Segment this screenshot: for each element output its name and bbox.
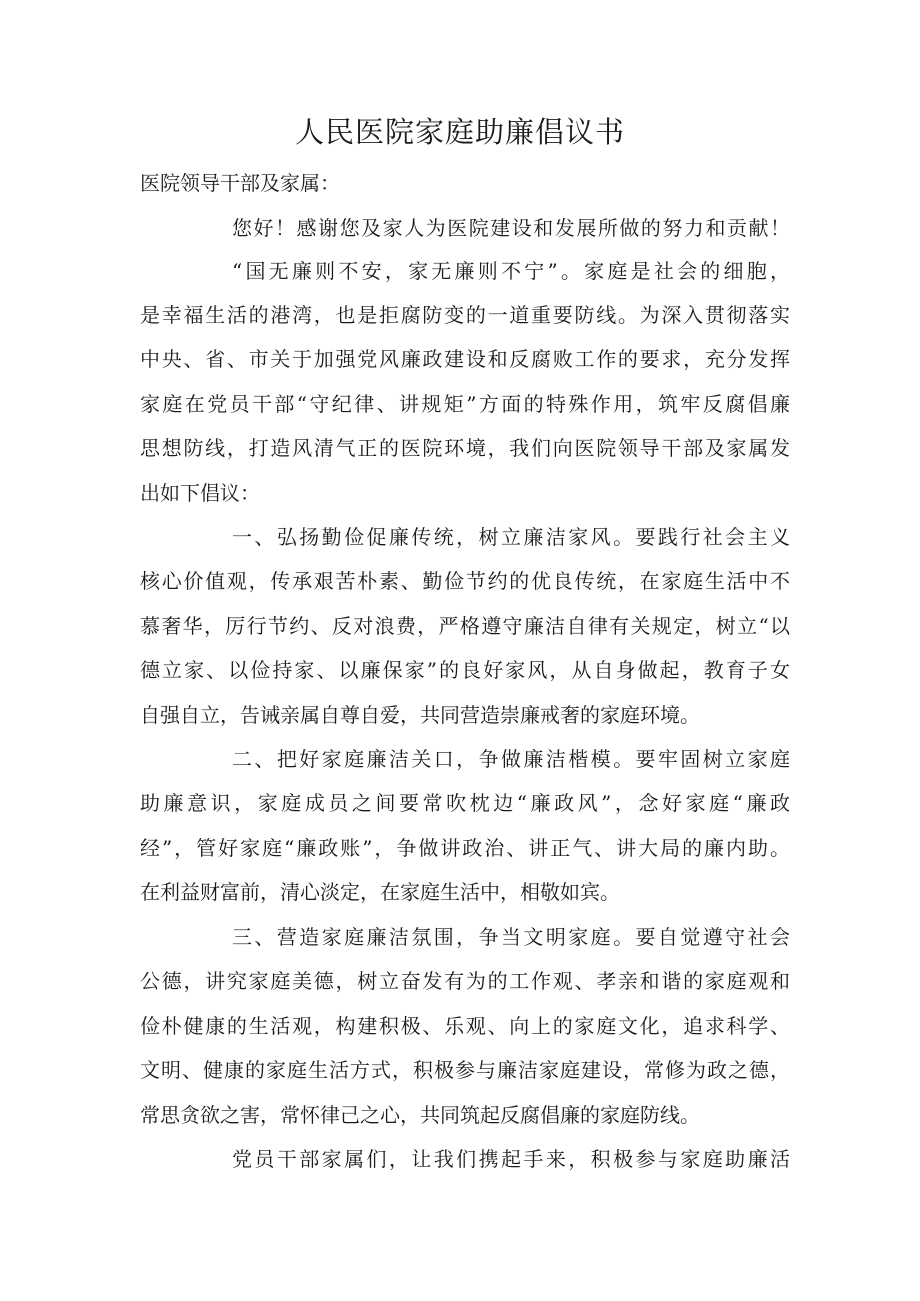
text-line: 在利益财富前，清心淡定，在家庭生活中，相敬如宾。 <box>140 880 620 904</box>
text-line: 二、把好家庭廉洁关口，争做廉洁楷模。要牢固树立家庭 <box>232 747 790 771</box>
text-line: 中央、省、市关于加强党风廉政建设和反腐败工作的要求，充分发挥 <box>140 347 790 371</box>
document-title: 人民医院家庭助廉倡议书 <box>294 115 625 149</box>
text-line: 德立家、以俭持家、以廉保家”的良好家风，从自身做起，教育子女 <box>140 658 790 682</box>
text-line: 出如下倡议： <box>140 481 260 505</box>
text-line: 公德，讲究家庭美德，树立奋发有为的工作观、孝亲和谐的家庭观和 <box>140 969 790 993</box>
text-line: 一、弘扬勤俭促廉传统，树立廉洁家风。要践行社会主义 <box>232 525 790 549</box>
text-line: 俭朴健康的生活观，构建积极、乐观、向上的家庭文化，追求科学、 <box>140 1014 790 1038</box>
text-line: 助廉意识，家庭成员之间要常吹枕边“廉政风”，念好家庭“廉政 <box>140 791 790 815</box>
text-line: 常思贪欲之害，常怀律己之心，共同筑起反腐倡廉的家庭防线。 <box>140 1103 700 1127</box>
salutation: 医院领导干部及家属： <box>140 171 340 195</box>
text-line: 文明、健康的家庭生活方式，积极参与廉洁家庭建设，常修为政之德， <box>140 1058 790 1082</box>
text-line: 党员干部家属们，让我们携起手来，积极参与家庭助廉活 <box>232 1147 790 1171</box>
text-line: 思想防线，打造风清气正的医院环境，我们向医院领导干部及家属发 <box>140 436 790 460</box>
text-line: 您好！感谢您及家人为医院建设和发展所做的努力和贡献！ <box>232 216 790 240</box>
text-line: 核心价值观，传承艰苦朴素、勤俭节约的优良传统，在家庭生活中不 <box>140 569 790 593</box>
text-line: 是幸福生活的港湾，也是拒腐防变的一道重要防线。为深入贯彻落实 <box>140 303 790 327</box>
text-line: 自强自立，告诫亲属自尊自爱，共同营造崇廉戒奢的家庭环境。 <box>140 703 700 727</box>
text-line: 慕奢华，厉行节约、反对浪费，严格遵守廉洁自律有关规定，树立“以 <box>140 614 790 638</box>
text-line: 经”，管好家庭“廉政账”，争做讲政治、讲正气、讲大局的廉内助。 <box>140 836 790 860</box>
text-line: 三、营造家庭廉洁氛围，争当文明家庭。要自觉遵守社会 <box>232 925 790 949</box>
text-line: 家庭在党员干部“守纪律、讲规矩”方面的特殊作用，筑牢反腐倡廉 <box>140 392 790 416</box>
text-line: “国无廉则不安，家无廉则不宁”。家庭是社会的细胞， <box>232 259 790 283</box>
